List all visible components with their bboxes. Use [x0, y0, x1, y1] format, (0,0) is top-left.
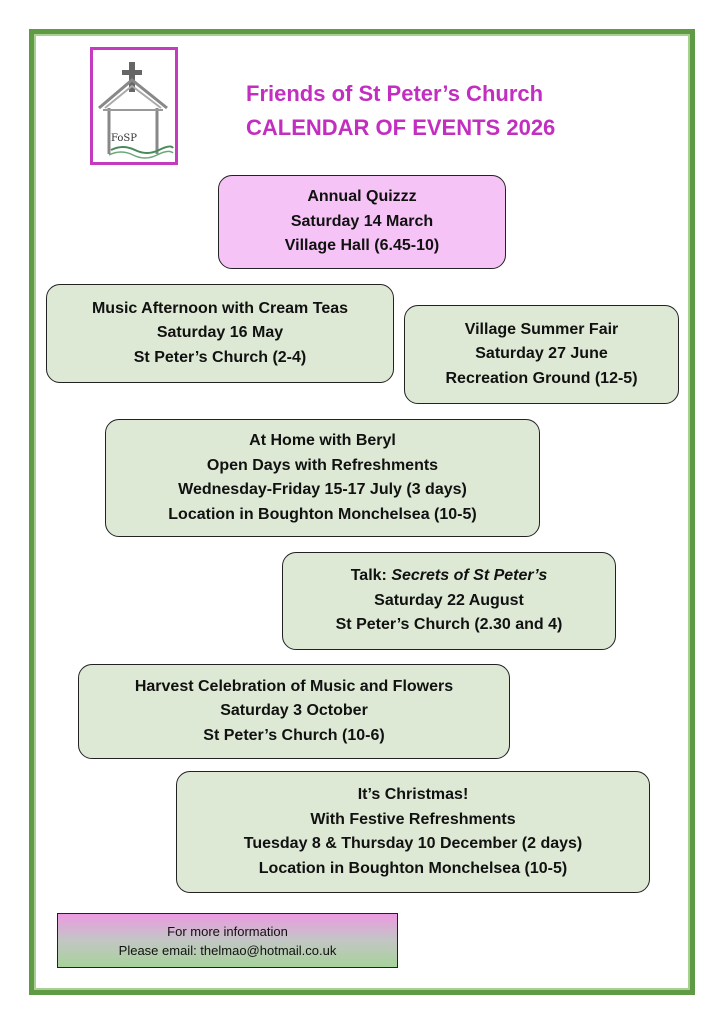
event-title	[351, 564, 548, 589]
event-harvest-celebration	[78, 664, 510, 759]
event-location: St Peter’s Church (2.30 and 4)	[335, 616, 563, 634]
event-description: Open Days with Refreshments	[206, 456, 439, 474]
page-title: Friends of St Peter’s Church	[246, 81, 544, 106]
event-location: St Peter’s Church (2-4)	[133, 348, 307, 366]
event-music-afternoon	[46, 284, 394, 383]
fosp-logo	[90, 47, 178, 165]
event-location: Village Hall (6.45-10)	[284, 237, 440, 255]
event-title: Village Summer Fair	[464, 320, 619, 338]
event-title: Annual Quizzz	[307, 188, 417, 206]
logo-text: FoSP	[111, 133, 137, 144]
event-location: St Peter’s Church (10-6)	[203, 726, 385, 744]
event-date: Tuesday 8 & Thursday 10 December (2 days)	[243, 835, 583, 852]
event-title-emphasis: Secrets of St Peter’s	[391, 567, 548, 585]
event-location: Recreation Ground (12-5)	[445, 369, 638, 387]
event-christmas	[176, 771, 650, 893]
event-date: Wednesday-Friday 15-17 July (3 days)	[178, 481, 467, 498]
event-date: Saturday 22 August	[374, 591, 524, 609]
event-date: Saturday 14 March	[290, 212, 434, 230]
info-heading: For more information	[167, 923, 288, 939]
event-summer-fair	[404, 305, 679, 404]
event-title: Music Afternoon with Cream Teas	[91, 299, 349, 317]
event-title: Harvest Celebration of Music and Flowers	[134, 677, 454, 695]
event-date: Saturday 27 June	[475, 345, 608, 363]
event-title-prefix: Talk:	[350, 567, 392, 585]
event-title: It’s Christmas!	[357, 786, 469, 803]
event-date: Saturday 3 October	[220, 702, 368, 720]
event-location: Location in Boughton Monchelsea (10-5)	[258, 859, 568, 877]
church-lychgate-icon	[93, 50, 175, 162]
event-at-home-with-beryl	[105, 419, 540, 537]
event-talk-secrets	[282, 552, 616, 650]
info-box	[57, 913, 398, 968]
event-location: Location in Boughton Monchelsea (10-5)	[168, 505, 477, 523]
event-description: With Festive Refreshments	[310, 810, 516, 828]
info-email[interactable]: Please email: thelmao@hotmail.co.uk	[118, 942, 337, 958]
page-subtitle: CALENDAR OF EVENTS 2026	[246, 115, 556, 140]
event-annual-quiz	[218, 175, 506, 269]
event-date: Saturday 16 May	[156, 324, 284, 342]
event-title: At Home with Beryl	[249, 432, 396, 449]
